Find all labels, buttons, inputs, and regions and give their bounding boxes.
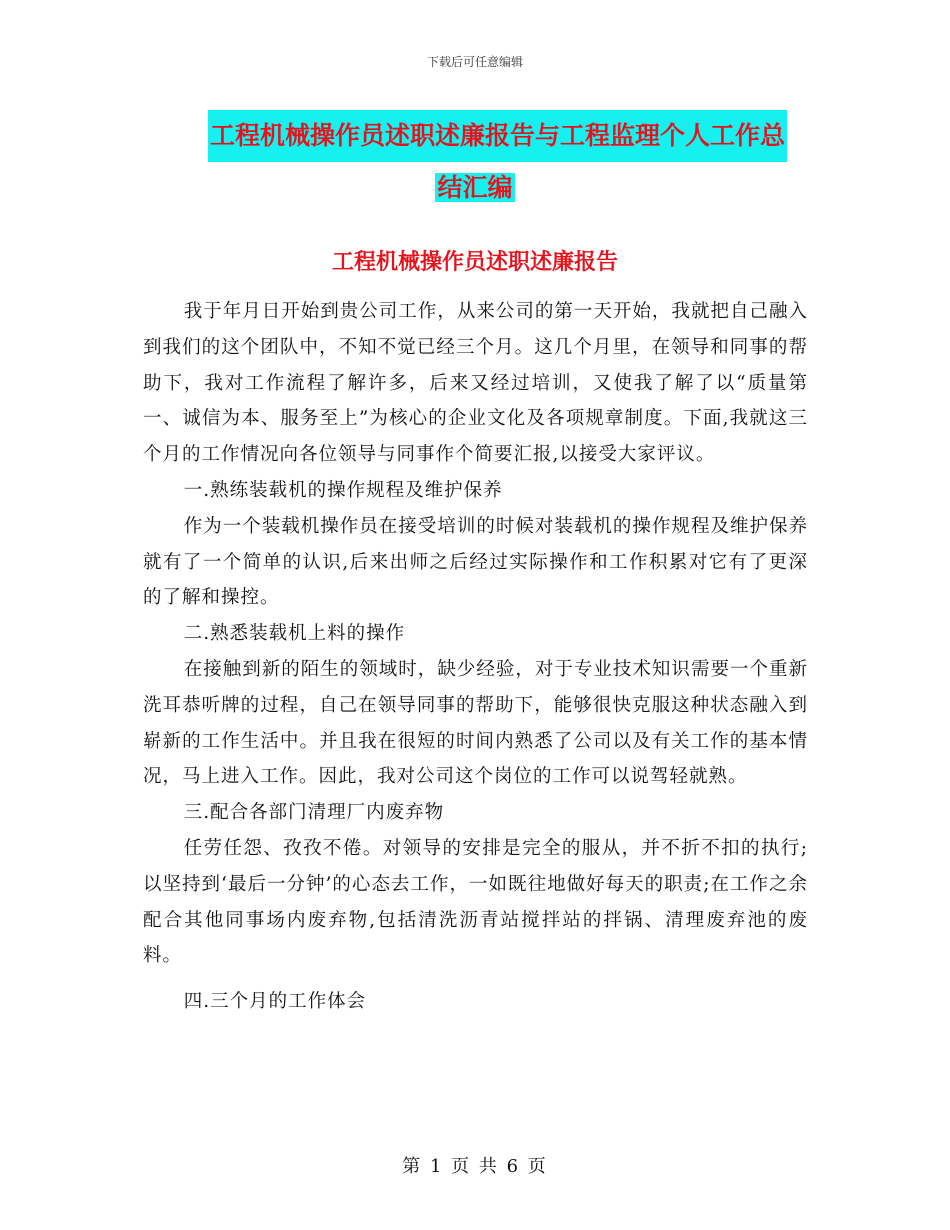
paragraph-1: 作为一个装载机操作员在接受培训的时候对装载机的操作规程及维护保养就有了一个简单的认识,后来出师之后经过实际操作和工作积累对它有了更深的了解和操控。 — [143, 515, 808, 609]
paragraph-intro: 我于年月日开始到贵公司工作，从来公司的第一天开始，我就把自己融入到我们的这个团队中，不知不觉已经三个月。这几个月里，在领导和同事的帮助下，我对工作流程了解许多，后来又经过培训，又使我了解了以“质量第一、诚信为本、服务至上”为核心的企业文化及各项规章制度。下面,我就这三个月的工作情况向各位领导与同事作个简要汇报,以接受大家评议。 — [143, 301, 808, 466]
page-footer: 第 1 页 共 6 页 — [402, 1156, 548, 1177]
header-note: 下载后可任意编辑 — [426, 55, 523, 69]
heading-3: 三.配合各部门清理厂内废弃物 — [183, 802, 445, 824]
document-title — [0, 110, 950, 214]
body-text — [143, 294, 808, 1020]
heading-2: 二.熟悉装载机上料的操作 — [183, 623, 406, 645]
heading-1: 一.熟练装载机的操作规程及维护保养 — [183, 479, 503, 501]
heading-4: 四.三个月的工作体会 — [183, 991, 367, 1013]
document-title-line-1: 工程机械操作员述职述廉报告与工程监理个人工作总 — [208, 110, 787, 162]
section-title: 工程机械操作员述职述廉报告 — [331, 250, 618, 275]
document-title-line-2: 结汇编 — [437, 173, 513, 202]
paragraph-3: 任劳任怨、孜孜不倦。对领导的安排是完全的服从，并不折不扣的执行;以坚持到‘最后一分钟’的心态去工作，一如既往地做好每天的职责;在工作之余配合其他同事场内废弃物,包括清洗沥青站搅拌站的拌锅、清理废弃池的废料。 — [143, 837, 808, 967]
paragraph-2: 在接触到新的陌生的领域时，缺少经验，对于专业技术知识需要一个重新洗耳恭听牌的过程，自己在领导同事的帮助下，能够很快克服这种状态融入到崭新的工作生活中。并且我在很短的时间内熟悉了公司以及有关工作的基本情况，马上进入工作。因此，我对公司这个岗位的工作可以说驾轻就熟。 — [143, 658, 808, 788]
